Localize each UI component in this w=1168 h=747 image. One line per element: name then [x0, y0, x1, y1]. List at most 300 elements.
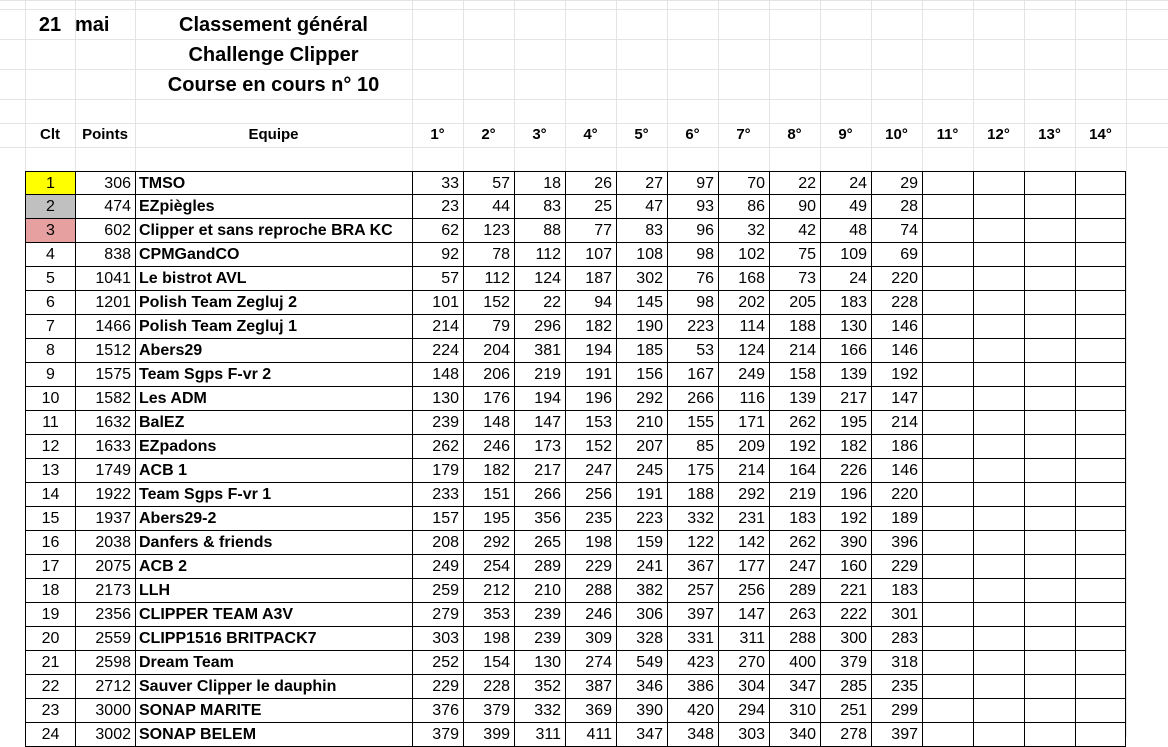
race-score: 22 — [514, 291, 565, 315]
team-name: CPMGandCO — [135, 243, 412, 267]
race-score: 124 — [514, 267, 565, 291]
race-score: 74 — [871, 219, 922, 243]
team-name: Sauver Clipper le dauphin — [135, 675, 412, 699]
rank-cell: 13 — [25, 459, 75, 483]
race-score: 171 — [718, 411, 769, 435]
race-score — [1075, 627, 1126, 651]
race-score: 340 — [769, 723, 820, 747]
race-score: 299 — [871, 699, 922, 723]
race-score — [973, 651, 1024, 675]
race-score: 146 — [871, 339, 922, 363]
race-score — [922, 531, 973, 555]
race-score: 130 — [514, 651, 565, 675]
rank-cell: 6 — [25, 291, 75, 315]
team-name: Team Sgps F-vr 1 — [135, 483, 412, 507]
race-score: 210 — [616, 411, 667, 435]
race-score — [1024, 483, 1075, 507]
race-score — [1024, 627, 1075, 651]
race-score — [1075, 531, 1126, 555]
race-score: 195 — [463, 507, 514, 531]
race-score: 176 — [463, 387, 514, 411]
rank-cell: 7 — [25, 315, 75, 339]
race-score: 196 — [820, 483, 871, 507]
race-score: 179 — [412, 459, 463, 483]
race-score: 332 — [514, 699, 565, 723]
race-score — [922, 507, 973, 531]
race-score: 152 — [463, 291, 514, 315]
points-cell: 2598 — [75, 651, 135, 675]
race-score — [973, 411, 1024, 435]
race-score: 83 — [616, 219, 667, 243]
race-score: 224 — [412, 339, 463, 363]
header-race: 4° — [583, 126, 598, 143]
race-score — [1024, 699, 1075, 723]
race-score — [973, 483, 1024, 507]
race-score — [1075, 243, 1126, 267]
header-race: 2° — [481, 126, 496, 143]
rank-cell: 23 — [25, 699, 75, 723]
header-race: 5° — [634, 126, 649, 143]
race-score: 124 — [718, 339, 769, 363]
race-score: 423 — [667, 651, 718, 675]
race-score: 396 — [871, 531, 922, 555]
race-score — [922, 387, 973, 411]
race-score: 192 — [820, 507, 871, 531]
race-score: 192 — [871, 363, 922, 387]
team-name: Dream Team — [135, 651, 412, 675]
rank-cell: 10 — [25, 387, 75, 411]
race-score: 182 — [565, 315, 616, 339]
rank-cell: 12 — [25, 435, 75, 459]
race-score: 33 — [412, 171, 463, 195]
race-score: 145 — [616, 291, 667, 315]
rank-cell: 18 — [25, 579, 75, 603]
header-race: 11° — [936, 126, 959, 143]
race-score: 44 — [463, 195, 514, 219]
race-score — [973, 699, 1024, 723]
gridline-vertical — [1126, 0, 1127, 737]
race-score — [1075, 699, 1126, 723]
race-score — [1024, 411, 1075, 435]
race-score: 274 — [565, 651, 616, 675]
race-score — [1075, 219, 1126, 243]
rank-cell: 14 — [25, 483, 75, 507]
race-score: 175 — [667, 459, 718, 483]
rank-cell: 17 — [25, 555, 75, 579]
race-score: 195 — [820, 411, 871, 435]
race-score: 219 — [514, 363, 565, 387]
race-score — [973, 603, 1024, 627]
race-score: 166 — [820, 339, 871, 363]
race-score: 263 — [769, 603, 820, 627]
team-name: EZpiègles — [135, 195, 412, 219]
header-race: 10° — [885, 126, 908, 143]
race-score: 382 — [616, 579, 667, 603]
header-points: Points — [82, 126, 128, 143]
points-cell: 3000 — [75, 699, 135, 723]
race-score: 397 — [871, 723, 922, 747]
race-score — [973, 339, 1024, 363]
rank-cell: 8 — [25, 339, 75, 363]
race-score: 57 — [412, 267, 463, 291]
race-score: 229 — [871, 555, 922, 579]
race-score: 207 — [616, 435, 667, 459]
race-score: 352 — [514, 675, 565, 699]
race-score: 188 — [667, 483, 718, 507]
points-cell: 1922 — [75, 483, 135, 507]
race-score — [973, 171, 1024, 195]
race-score: 214 — [871, 411, 922, 435]
race-score: 292 — [718, 483, 769, 507]
page-title-line: Course en cours n° 10 — [167, 74, 380, 96]
race-score — [1075, 195, 1126, 219]
race-score: 76 — [667, 267, 718, 291]
race-score: 183 — [769, 507, 820, 531]
race-score: 353 — [463, 603, 514, 627]
race-score: 239 — [514, 627, 565, 651]
points-cell: 2173 — [75, 579, 135, 603]
points-cell: 838 — [75, 243, 135, 267]
race-score — [1024, 579, 1075, 603]
race-score: 157 — [412, 507, 463, 531]
race-score: 192 — [769, 435, 820, 459]
race-score: 188 — [769, 315, 820, 339]
race-score: 369 — [565, 699, 616, 723]
race-score — [973, 363, 1024, 387]
race-score: 142 — [718, 531, 769, 555]
race-score: 122 — [667, 531, 718, 555]
race-score: 114 — [718, 315, 769, 339]
race-score — [973, 291, 1024, 315]
race-score: 379 — [820, 651, 871, 675]
race-score: 47 — [616, 195, 667, 219]
race-score — [973, 579, 1024, 603]
race-score — [922, 363, 973, 387]
race-score: 206 — [463, 363, 514, 387]
race-score: 220 — [871, 267, 922, 291]
race-score: 386 — [667, 675, 718, 699]
race-score: 223 — [616, 507, 667, 531]
race-score: 229 — [565, 555, 616, 579]
points-cell: 1632 — [75, 411, 135, 435]
race-score: 177 — [718, 555, 769, 579]
race-score: 96 — [667, 219, 718, 243]
race-score: 379 — [463, 699, 514, 723]
rank-cell: 4 — [25, 243, 75, 267]
race-score: 146 — [871, 315, 922, 339]
race-score: 306 — [616, 603, 667, 627]
race-score: 139 — [820, 363, 871, 387]
race-score — [922, 243, 973, 267]
race-score — [922, 195, 973, 219]
race-score — [1024, 675, 1075, 699]
race-score: 292 — [616, 387, 667, 411]
race-score — [1075, 171, 1126, 195]
team-name: Danfers & friends — [135, 531, 412, 555]
race-score — [1075, 291, 1126, 315]
race-score — [1075, 651, 1126, 675]
team-name: CLIPPER TEAM A3V — [135, 603, 412, 627]
race-score: 168 — [718, 267, 769, 291]
race-score: 78 — [463, 243, 514, 267]
race-score: 332 — [667, 507, 718, 531]
race-score: 257 — [667, 579, 718, 603]
race-score: 154 — [463, 651, 514, 675]
team-name: Le bistrot AVL — [135, 267, 412, 291]
race-score: 205 — [769, 291, 820, 315]
race-score: 190 — [616, 315, 667, 339]
points-cell: 1582 — [75, 387, 135, 411]
race-score: 97 — [667, 171, 718, 195]
rank-cell: 5 — [25, 267, 75, 291]
race-score — [922, 171, 973, 195]
race-score: 262 — [769, 411, 820, 435]
race-score — [922, 483, 973, 507]
team-name: BalEZ — [135, 411, 412, 435]
header-race: 12° — [987, 126, 1010, 143]
race-score — [1075, 411, 1126, 435]
race-score: 98 — [667, 243, 718, 267]
race-score: 246 — [565, 603, 616, 627]
race-score: 22 — [769, 171, 820, 195]
race-score: 549 — [616, 651, 667, 675]
date-day: 21 — [38, 14, 62, 36]
race-score — [973, 675, 1024, 699]
race-score: 262 — [412, 435, 463, 459]
header-race: 8° — [787, 126, 802, 143]
race-score — [1024, 195, 1075, 219]
points-cell: 1041 — [75, 267, 135, 291]
race-score — [973, 531, 1024, 555]
race-score: 376 — [412, 699, 463, 723]
race-score — [1024, 291, 1075, 315]
race-score — [1075, 387, 1126, 411]
race-score: 102 — [718, 243, 769, 267]
race-score: 194 — [565, 339, 616, 363]
rank-cell: 2 — [25, 195, 75, 219]
race-score: 311 — [718, 627, 769, 651]
race-score: 198 — [565, 531, 616, 555]
race-score: 112 — [514, 243, 565, 267]
race-score — [1075, 459, 1126, 483]
race-score — [922, 699, 973, 723]
race-score: 186 — [871, 435, 922, 459]
team-name: Team Sgps F-vr 2 — [135, 363, 412, 387]
race-score: 57 — [463, 171, 514, 195]
rank-cell: 3 — [25, 219, 75, 243]
race-score: 139 — [769, 387, 820, 411]
race-score: 27 — [616, 171, 667, 195]
race-score: 49 — [820, 195, 871, 219]
race-score: 156 — [616, 363, 667, 387]
race-score — [1075, 363, 1126, 387]
race-score — [922, 675, 973, 699]
rank-cell: 9 — [25, 363, 75, 387]
team-name: Abers29 — [135, 339, 412, 363]
rank-cell: 19 — [25, 603, 75, 627]
rank-cell: 24 — [25, 723, 75, 747]
race-score — [1075, 339, 1126, 363]
race-score: 301 — [871, 603, 922, 627]
race-score — [1075, 315, 1126, 339]
team-name: ACB 1 — [135, 459, 412, 483]
race-score — [1024, 219, 1075, 243]
race-score — [1024, 507, 1075, 531]
page-title-line: Classement général — [179, 14, 368, 36]
race-score — [1024, 363, 1075, 387]
gridline-horizontal — [0, 0, 1168, 1]
race-score: 259 — [412, 579, 463, 603]
points-cell: 1633 — [75, 435, 135, 459]
race-score: 147 — [871, 387, 922, 411]
race-score: 262 — [769, 531, 820, 555]
race-score: 88 — [514, 219, 565, 243]
race-score: 79 — [463, 315, 514, 339]
rank-cell: 22 — [25, 675, 75, 699]
race-score: 90 — [769, 195, 820, 219]
points-cell: 2038 — [75, 531, 135, 555]
race-score: 147 — [514, 411, 565, 435]
race-score — [1024, 555, 1075, 579]
race-score: 292 — [463, 531, 514, 555]
race-score — [922, 723, 973, 747]
race-score: 289 — [514, 555, 565, 579]
race-score: 146 — [871, 459, 922, 483]
race-score: 289 — [769, 579, 820, 603]
race-score: 420 — [667, 699, 718, 723]
race-score: 222 — [820, 603, 871, 627]
points-cell: 1201 — [75, 291, 135, 315]
race-score: 331 — [667, 627, 718, 651]
race-score: 130 — [412, 387, 463, 411]
race-score: 194 — [514, 387, 565, 411]
race-score — [1024, 267, 1075, 291]
race-score: 247 — [769, 555, 820, 579]
race-score: 226 — [820, 459, 871, 483]
header-race: 14° — [1089, 126, 1112, 143]
race-score: 387 — [565, 675, 616, 699]
team-name: Les ADM — [135, 387, 412, 411]
team-name: LLH — [135, 579, 412, 603]
race-score: 158 — [769, 363, 820, 387]
team-name: SONAP MARITE — [135, 699, 412, 723]
race-score: 42 — [769, 219, 820, 243]
race-score: 92 — [412, 243, 463, 267]
race-score: 278 — [820, 723, 871, 747]
race-score — [973, 195, 1024, 219]
race-score: 212 — [463, 579, 514, 603]
date-month: mai — [75, 14, 110, 36]
race-score: 208 — [412, 531, 463, 555]
race-score: 70 — [718, 171, 769, 195]
race-score — [922, 315, 973, 339]
race-score: 75 — [769, 243, 820, 267]
race-score: 221 — [820, 579, 871, 603]
race-score: 309 — [565, 627, 616, 651]
race-score — [973, 315, 1024, 339]
race-score — [922, 459, 973, 483]
race-score: 155 — [667, 411, 718, 435]
race-score: 112 — [463, 267, 514, 291]
race-score: 400 — [769, 651, 820, 675]
race-score: 185 — [616, 339, 667, 363]
race-score: 318 — [871, 651, 922, 675]
race-score — [922, 651, 973, 675]
race-score — [1024, 435, 1075, 459]
team-name: Polish Team Zegluj 2 — [135, 291, 412, 315]
points-cell: 1749 — [75, 459, 135, 483]
race-score: 191 — [565, 363, 616, 387]
race-score: 23 — [412, 195, 463, 219]
header-race: 7° — [736, 126, 751, 143]
race-score: 109 — [820, 243, 871, 267]
race-score: 48 — [820, 219, 871, 243]
race-score: 311 — [514, 723, 565, 747]
race-score: 397 — [667, 603, 718, 627]
race-score — [973, 435, 1024, 459]
race-score — [1075, 267, 1126, 291]
race-score: 62 — [412, 219, 463, 243]
race-score: 153 — [565, 411, 616, 435]
points-cell: 2356 — [75, 603, 135, 627]
race-score: 265 — [514, 531, 565, 555]
race-score: 69 — [871, 243, 922, 267]
race-score — [1024, 171, 1075, 195]
race-score: 191 — [616, 483, 667, 507]
race-score — [922, 219, 973, 243]
team-name: CLIPP1516 BRITPACK7 — [135, 627, 412, 651]
race-score: 399 — [463, 723, 514, 747]
race-score: 300 — [820, 627, 871, 651]
race-score: 249 — [718, 363, 769, 387]
race-score: 233 — [412, 483, 463, 507]
race-score: 266 — [667, 387, 718, 411]
race-score: 53 — [667, 339, 718, 363]
race-score: 29 — [871, 171, 922, 195]
race-score: 241 — [616, 555, 667, 579]
race-score: 347 — [616, 723, 667, 747]
race-score: 209 — [718, 435, 769, 459]
race-score: 77 — [565, 219, 616, 243]
race-score: 235 — [871, 675, 922, 699]
race-score: 288 — [769, 627, 820, 651]
race-score: 270 — [718, 651, 769, 675]
race-score: 94 — [565, 291, 616, 315]
race-score: 148 — [412, 363, 463, 387]
race-score: 288 — [565, 579, 616, 603]
header-clt: Clt — [40, 126, 60, 143]
race-score: 198 — [463, 627, 514, 651]
race-score: 148 — [463, 411, 514, 435]
race-score: 28 — [871, 195, 922, 219]
race-score: 24 — [820, 267, 871, 291]
race-score: 83 — [514, 195, 565, 219]
team-name: SONAP BELEM — [135, 723, 412, 747]
race-score: 220 — [871, 483, 922, 507]
race-score: 214 — [718, 459, 769, 483]
race-score: 251 — [820, 699, 871, 723]
rank-cell: 20 — [25, 627, 75, 651]
race-score: 390 — [616, 699, 667, 723]
race-score: 204 — [463, 339, 514, 363]
race-score — [973, 627, 1024, 651]
race-score: 346 — [616, 675, 667, 699]
race-score — [1075, 507, 1126, 531]
race-score: 381 — [514, 339, 565, 363]
race-score: 202 — [718, 291, 769, 315]
race-score: 356 — [514, 507, 565, 531]
race-score: 283 — [871, 627, 922, 651]
